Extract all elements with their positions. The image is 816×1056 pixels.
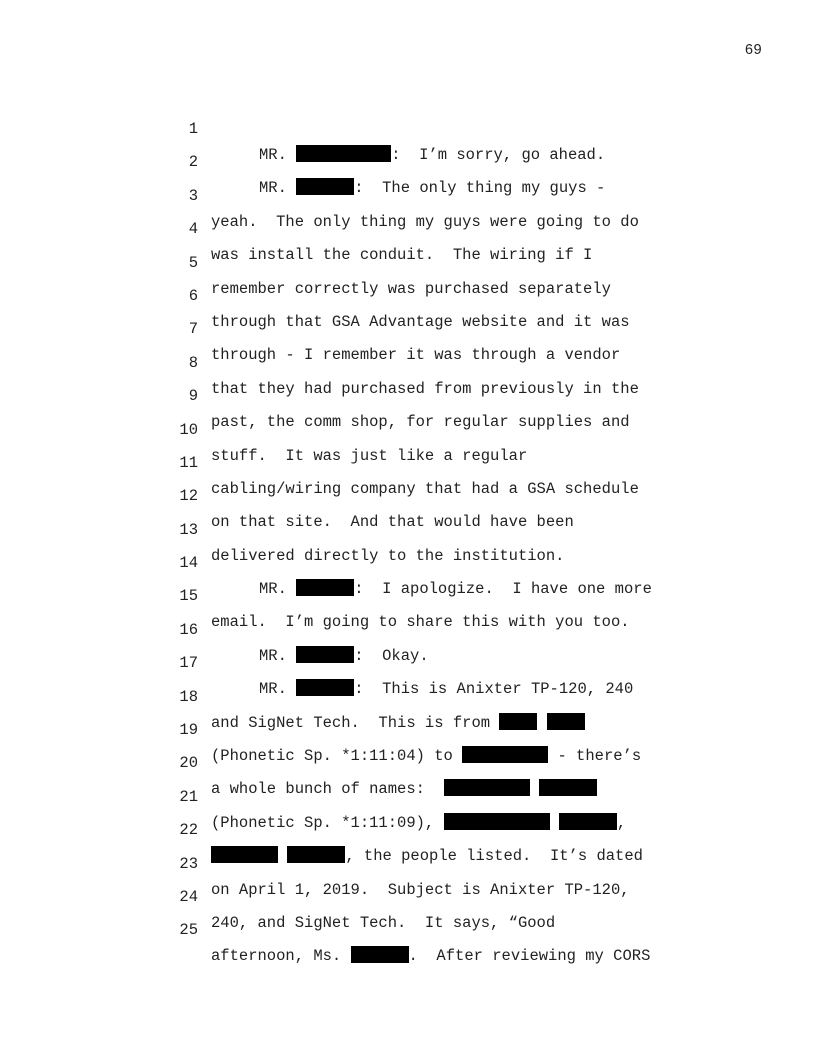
line-number: 24 (179, 887, 198, 906)
line-number: 2 (188, 153, 198, 172)
line-text: that they had purchased from previously in the (211, 379, 639, 398)
transcript-line (0, 190, 816, 265)
line-number: 12 (179, 487, 198, 506)
line-number: 22 (179, 821, 198, 840)
line-text: on that site. And that would have been (211, 513, 574, 532)
line-text: through that GSA Advantage website and it was (211, 312, 630, 331)
line-number: 17 (179, 654, 198, 673)
line-number: 13 (179, 520, 198, 539)
line-text: past, the comm shop, for regular supplies and (211, 413, 630, 432)
line-number: 18 (179, 687, 198, 706)
line-text: cabling/wiring company that had a GSA schedule (211, 479, 639, 498)
line-text: MR. : This is Anixter TP-120, 240 (259, 680, 634, 699)
line-number: 23 (179, 854, 198, 873)
line-text: on April 1, 2019. Subject is Anixter TP-120, (211, 880, 630, 899)
line-number: 20 (179, 754, 198, 773)
line-text: remember correctly was purchased separately (211, 279, 611, 298)
line-text: stuff. It was just like a regular (211, 446, 528, 465)
line-text: yeah. The only thing my guys were going to do (211, 212, 639, 231)
line-number: 7 (188, 320, 198, 339)
line-text: MR. : I’m sorry, go ahead. (259, 146, 606, 164)
transcript-line (0, 123, 816, 198)
line-text: afternoon, Ms. . After reviewing my CORS (211, 947, 651, 966)
line-number: 3 (188, 186, 198, 205)
line-text: MR. : The only thing my guys - (259, 179, 606, 198)
redaction-box (351, 946, 409, 963)
transcript-line (0, 90, 816, 164)
line-number: 21 (179, 787, 198, 806)
line-number: 8 (188, 353, 198, 372)
line-number: 15 (179, 587, 198, 606)
transcript-line (0, 224, 816, 298)
transcript-line (0, 157, 816, 231)
line-number: 19 (179, 721, 198, 740)
line-number: 14 (179, 554, 198, 573)
line-text: was install the conduit. The wiring if I (211, 246, 593, 265)
line-number: 11 (179, 453, 198, 472)
line-number: 16 (179, 620, 198, 639)
line-number: 4 (188, 220, 198, 239)
line-text: and SigNet Tech. This is from (211, 710, 585, 736)
line-text: through - I remember it was through a vendor (211, 346, 621, 365)
line-number: 6 (188, 286, 198, 305)
transcript-line (0, 290, 816, 365)
line-text: , the people listed. It’s dated (211, 843, 643, 869)
transcript-line (0, 324, 816, 398)
line-number: 25 (179, 921, 198, 940)
line-number: 10 (179, 420, 198, 439)
transcript-body (0, 90, 816, 966)
line-text: (Phonetic Sp. *1:11:09), , (211, 813, 627, 832)
line-text: (Phonetic Sp. *1:11:04) to - there’s (211, 747, 642, 766)
line-text: email. I’m going to share this with you too. (211, 613, 630, 632)
page-number: 69 (744, 43, 762, 59)
line-number: 9 (188, 387, 198, 406)
line-text: a whole bunch of names: (211, 776, 597, 802)
line-text: MR. : I apologize. I have one more (259, 580, 652, 599)
transcript-line (0, 891, 816, 966)
line-number: 1 (188, 120, 198, 138)
line-text: MR. : Okay. (259, 646, 429, 665)
line-text: 240, and SigNet Tech. It says, “Good (211, 913, 556, 932)
line-number: 5 (188, 253, 198, 272)
line-text: delivered directly to the institution. (211, 546, 565, 565)
transcript-line (0, 257, 816, 331)
